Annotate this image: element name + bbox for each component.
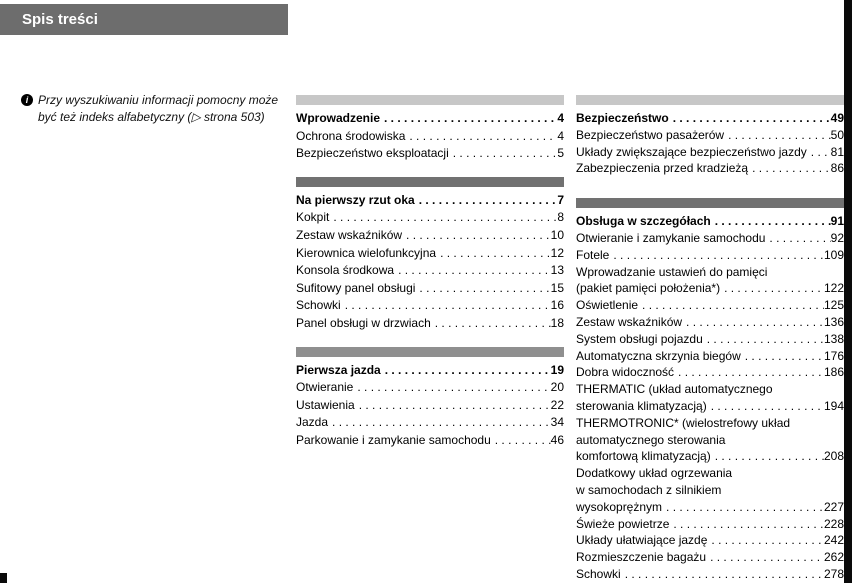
toc-entry-label: Wprowadzenie xyxy=(296,111,381,125)
toc-entry xyxy=(576,516,844,533)
dot-leader xyxy=(669,110,831,127)
toc-entry-page: 262 xyxy=(823,550,844,565)
dot-leader xyxy=(711,448,824,465)
toc-entry xyxy=(576,348,844,365)
toc-entry-label: komfortową klimatyzacją) xyxy=(576,449,711,464)
dot-leader xyxy=(711,213,831,230)
toc-entry xyxy=(576,160,844,177)
toc-section xyxy=(576,95,844,177)
toc-section xyxy=(296,95,564,163)
dot-leader xyxy=(741,348,824,365)
toc-entry-page: 50 xyxy=(830,127,844,142)
toc-section xyxy=(296,347,564,450)
toc-entry-page: 18 xyxy=(550,315,564,330)
toc-entry-label: Pierwsza jazda xyxy=(296,362,381,377)
section-divider-bar xyxy=(576,95,844,105)
dot-leader xyxy=(724,127,831,144)
section-divider-bar xyxy=(296,177,564,187)
toc-entry xyxy=(576,144,844,161)
toc-entry-label: Dobra widoczność xyxy=(576,365,675,380)
toc-entry xyxy=(296,362,564,380)
dot-leader xyxy=(491,432,551,450)
dot-leader xyxy=(638,297,824,314)
toc-entry-line: THERMATIC (układ automatycznego xyxy=(576,382,773,397)
toc-entry xyxy=(296,414,564,432)
toc-entry-label: Bezpieczeństwo xyxy=(576,111,669,125)
toc-entry-page: 208 xyxy=(823,449,844,464)
toc-entry xyxy=(296,192,564,210)
dot-leader xyxy=(669,516,824,533)
toc-entry-label: Parkowanie i zamykanie samochodu xyxy=(296,432,491,447)
dot-leader xyxy=(328,414,551,432)
dot-leader xyxy=(720,280,824,297)
toc-entry-line: Wprowadzanie ustawień do pamięci xyxy=(576,264,768,279)
toc-entry xyxy=(296,110,564,128)
toc-entry-label: Rozmieszczenie bagażu xyxy=(576,550,707,565)
toc-entry xyxy=(296,297,564,315)
dot-leader xyxy=(329,209,557,227)
toc-column-right xyxy=(576,95,844,583)
toc-entry-page: 242 xyxy=(823,533,844,548)
dot-leader xyxy=(415,280,550,298)
toc-entry xyxy=(296,315,564,333)
page-title: Spis treści xyxy=(22,11,98,28)
toc-entry xyxy=(576,532,844,549)
toc-entry-page: 136 xyxy=(823,314,844,329)
dot-leader xyxy=(682,314,824,331)
dot-leader xyxy=(353,379,550,397)
toc-entry-label: Układy ułatwiające jazdę xyxy=(576,533,708,548)
toc-entry xyxy=(296,245,564,263)
dot-leader xyxy=(341,297,551,315)
dot-leader xyxy=(380,110,557,128)
toc-entry-page: 46 xyxy=(550,432,564,447)
toc-entry-label: Obsługa w szczegółach xyxy=(576,214,711,229)
toc-entry-label: (pakiet pamięci położenia*) xyxy=(576,281,721,296)
dot-leader xyxy=(436,245,551,263)
toc-entry-label: wysokoprężnym xyxy=(576,499,663,514)
page-corner-mark xyxy=(0,573,7,583)
toc-entry-label: Jazda xyxy=(296,415,329,430)
toc-entry xyxy=(576,448,844,465)
dot-leader xyxy=(765,230,830,247)
toc-entry-page: 194 xyxy=(823,398,844,413)
toc-entry-page: 49 xyxy=(830,111,844,125)
toc-entry-page: 4 xyxy=(557,111,564,125)
toc-entry-page: 227 xyxy=(823,499,844,514)
toc-entry-label: Sufitowy panel obsługi xyxy=(296,280,416,295)
toc-section xyxy=(576,198,844,583)
toc-entry-page: 228 xyxy=(823,516,844,531)
toc-entry-page: 186 xyxy=(823,365,844,380)
info-note xyxy=(21,92,293,125)
toc-entry-label: Fotele xyxy=(576,247,610,262)
toc-entry xyxy=(576,566,844,583)
toc-entry-page: 19 xyxy=(550,362,564,377)
toc-entry xyxy=(576,247,844,264)
toc-entry xyxy=(296,209,564,227)
dot-leader xyxy=(394,262,551,280)
toc-entry xyxy=(576,331,844,348)
dot-leader xyxy=(807,144,831,161)
toc-entry-page: 16 xyxy=(550,298,564,313)
dot-leader xyxy=(706,549,824,566)
toc-entry-page: 10 xyxy=(550,227,564,242)
toc-entry-page: 92 xyxy=(830,230,844,245)
toc-entry-label: Schowki xyxy=(296,298,341,313)
section-divider-bar xyxy=(296,347,564,357)
dot-leader xyxy=(674,364,824,381)
toc-entry xyxy=(576,364,844,381)
toc-entry-page: 109 xyxy=(823,247,844,262)
toc-entry xyxy=(296,280,564,298)
toc-entry-label: Schowki xyxy=(576,566,621,581)
toc-entry xyxy=(576,297,844,314)
toc-entry-label: Kokpit xyxy=(296,210,330,225)
toc-entry-label: Konsola środkowa xyxy=(296,263,395,278)
dot-leader xyxy=(449,145,558,163)
toc-entry-label: Otwieranie i zamykanie samochodu xyxy=(576,230,766,245)
toc-entry-page: 4 xyxy=(557,128,564,143)
toc-entry xyxy=(576,127,844,144)
section-divider-bar xyxy=(296,95,564,105)
toc-entry-page: 34 xyxy=(550,415,564,430)
info-icon: i xyxy=(21,94,33,106)
toc-entry xyxy=(296,227,564,245)
dot-leader xyxy=(662,499,824,516)
info-note-text xyxy=(38,92,278,125)
toc-entry-page: 7 xyxy=(557,192,564,207)
toc-entry-line: Dodatkowy układ ogrzewania xyxy=(576,466,733,481)
toc-entry-page: 122 xyxy=(823,281,844,296)
toc-entry xyxy=(576,110,844,127)
toc-entry-label: Otwieranie xyxy=(296,380,354,395)
toc-entry-label: Kierownica wielofunkcyjna xyxy=(296,245,437,260)
dot-leader xyxy=(703,331,824,348)
toc-entry-page: 8 xyxy=(557,210,564,225)
toc-entry xyxy=(296,128,564,146)
dot-leader xyxy=(748,160,831,177)
toc-entry-page: 81 xyxy=(830,144,844,159)
toc-entry-label: Ochrona środowiska xyxy=(296,128,406,143)
toc-entry xyxy=(296,262,564,280)
section-divider-bar xyxy=(576,198,844,208)
toc-entry xyxy=(576,314,844,331)
toc-entry xyxy=(296,432,564,450)
dot-leader xyxy=(355,397,551,415)
toc-entry-label: Panel obsługi w drzwiach xyxy=(296,315,431,330)
dot-leader xyxy=(405,128,557,146)
toc-entry-page: 176 xyxy=(823,348,844,363)
toc-entry-page: 20 xyxy=(550,380,564,395)
toc-entry-label: Automatyczna skrzynia biegów xyxy=(576,348,741,363)
toc-entry-label: Zabezpieczenia przed kradzieżą xyxy=(576,161,749,176)
toc-entry xyxy=(576,230,844,247)
toc-entry-page: 86 xyxy=(830,161,844,176)
toc-entry-page: 15 xyxy=(550,280,564,295)
toc-entry-label: System obsługi pojazdu xyxy=(576,331,703,346)
toc-entry-label: sterowania klimatyzacją) xyxy=(576,398,707,413)
toc-entry-label: Bezpieczeństwo pasażerów xyxy=(576,127,725,142)
toc-entry-page: 125 xyxy=(823,298,844,313)
dot-leader xyxy=(415,192,558,210)
toc-entry-line: w samochodach z silnikiem xyxy=(576,482,722,497)
toc-entry-label: Zestaw wskaźników xyxy=(576,314,683,329)
toc-entry-label: Ustawienia xyxy=(296,397,355,412)
toc-entry-page: 278 xyxy=(823,566,844,581)
toc-entry-page: 12 xyxy=(550,245,564,260)
dot-leader xyxy=(707,398,824,415)
toc-entry-line: THERMOTRONIC* (wielostrefowy układ xyxy=(576,415,791,430)
toc-entry xyxy=(576,280,844,297)
toc-entry xyxy=(576,549,844,566)
dot-leader xyxy=(609,247,824,264)
page-title-bar xyxy=(0,4,288,35)
toc-entry-label: Na pierwszy rzut oka xyxy=(296,192,415,207)
page-edge-strip xyxy=(844,0,852,583)
toc-entry-line: automatycznego sterowania xyxy=(576,432,726,447)
info-note-line2: być też indeks alfabetyczny (▷ strona 503) xyxy=(38,109,265,124)
toc-entry xyxy=(576,213,844,230)
info-note-line1: Przy wyszukiwaniu informacji pomocny może xyxy=(38,93,279,107)
toc-entry-page: 13 xyxy=(550,263,564,278)
toc-entry xyxy=(296,379,564,397)
toc-entry xyxy=(296,145,564,163)
toc-entry-label: Układy zwiększające bezpieczeństwo jazdy xyxy=(576,144,807,159)
toc-entry-page: 91 xyxy=(830,214,844,229)
toc-column-left xyxy=(296,95,564,464)
toc-entry-page: 5 xyxy=(557,146,564,161)
dot-leader xyxy=(621,566,824,583)
dot-leader xyxy=(707,532,824,549)
toc-entry-page: 22 xyxy=(550,397,564,412)
toc-entry-label: Oświetlenie xyxy=(576,298,639,313)
toc-entry xyxy=(576,499,844,516)
toc-section xyxy=(296,177,564,333)
dot-leader xyxy=(381,362,551,380)
dot-leader xyxy=(402,227,551,245)
toc-entry-label: Zestaw wskaźników xyxy=(296,227,403,242)
toc-entry-page: 138 xyxy=(823,331,844,346)
toc-entry xyxy=(296,397,564,415)
toc-entry-label: Bezpieczeństwo eksploatacji xyxy=(296,146,449,161)
toc-entry-label: Świeże powietrze xyxy=(576,516,670,531)
toc-entry xyxy=(576,398,844,415)
dot-leader xyxy=(431,315,551,333)
